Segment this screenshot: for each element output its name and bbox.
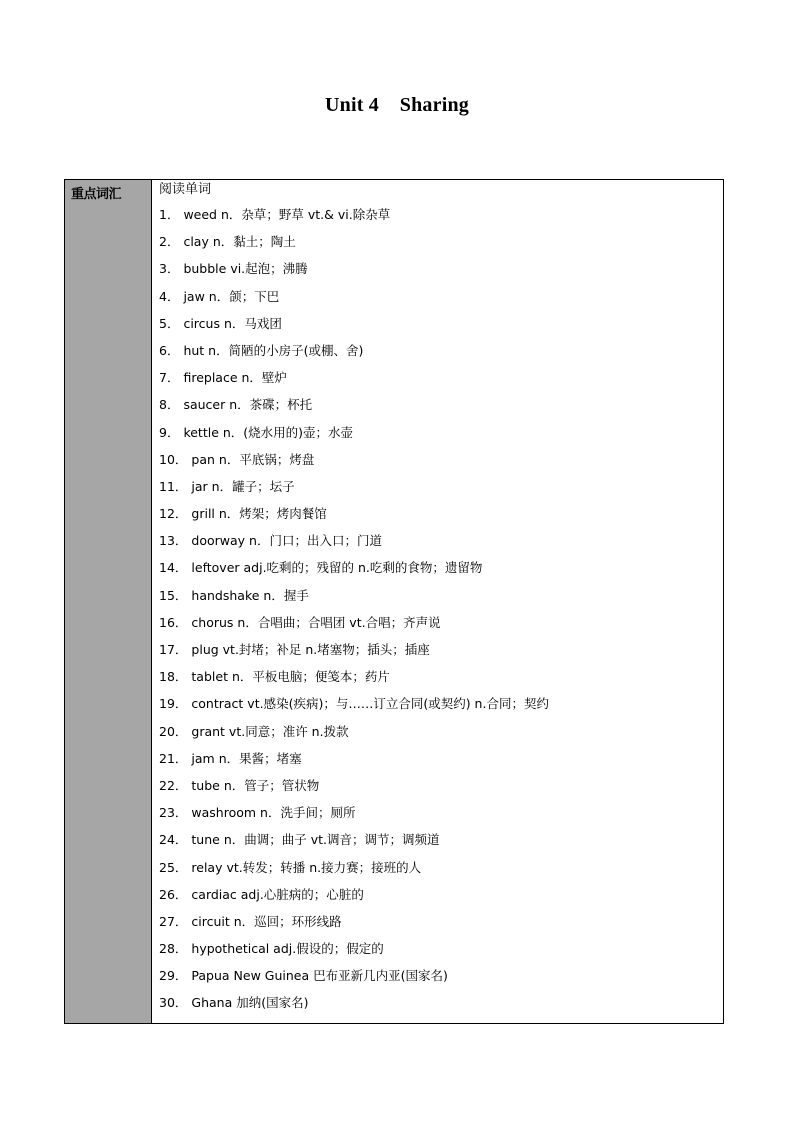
list-item <box>159 663 723 690</box>
item-number: 18． <box>159 669 188 685</box>
list-item <box>159 201 723 228</box>
list-item <box>159 690 723 717</box>
list-item <box>159 745 723 772</box>
item-number: 26． <box>159 886 188 902</box>
item-text: grill n．烤架；烤肉餐馆 <box>191 506 327 522</box>
item-text: grant vt.同意；准许 n.拨款 <box>191 723 349 739</box>
item-number: 15． <box>159 587 188 603</box>
item-text: pan n．平底锅；烤盘 <box>191 451 315 467</box>
item-number: 11． <box>159 478 188 494</box>
item-number: 23． <box>159 805 188 821</box>
item-text: kettle n．(烧水用的)壶；水壶 <box>183 424 354 440</box>
vocab-table <box>64 179 724 1024</box>
item-number: 17． <box>159 642 188 657</box>
item-text: jaw n．颌；下巴 <box>183 288 280 304</box>
item-number: 22． <box>159 777 188 793</box>
list-item <box>159 718 723 745</box>
item-number: 6． <box>159 342 180 358</box>
item-number: 4． <box>159 288 180 304</box>
side-column <box>65 180 152 1023</box>
item-text: contract vt.感染(疾病)；与……订立合同(或契约) n.合同；契约 <box>191 696 549 712</box>
section-heading: 阅读单词 <box>159 182 212 197</box>
item-text: circuit n．巡回；环形线路 <box>191 913 342 929</box>
item-text: hypothetical adj.假设的；假定的 <box>191 941 384 957</box>
item-number: 13． <box>159 533 188 549</box>
item-number: 20． <box>159 723 188 739</box>
item-number: 21． <box>159 750 188 766</box>
item-text: clay n．黏土；陶土 <box>183 234 296 250</box>
item-text: washroom n．洗手间；厕所 <box>191 805 356 821</box>
list-item <box>159 772 723 799</box>
item-text: handshake n．握手 <box>191 587 309 603</box>
item-text: plug vt.封堵；补足 n.堵塞物；插头；插座 <box>191 642 430 657</box>
list-item <box>159 283 723 310</box>
item-number: 7． <box>159 370 180 386</box>
item-number: 27． <box>159 913 188 929</box>
list-item <box>159 364 723 391</box>
item-number: 12． <box>159 506 188 522</box>
list-item <box>159 826 723 853</box>
item-text: tube n．管子；管状物 <box>191 777 320 793</box>
item-text: cardiac adj.心脏病的；心脏的 <box>191 886 364 902</box>
item-number: 9． <box>159 424 180 440</box>
list-item <box>159 989 723 1016</box>
item-number: 2． <box>159 234 180 250</box>
item-text: weed n．杂草；野草 vt.& vi.除杂草 <box>183 207 391 222</box>
item-text: bubble vi.起泡；沸腾 <box>183 261 308 277</box>
item-number: 8． <box>159 397 180 413</box>
item-number: 16． <box>159 614 188 630</box>
list-item <box>159 609 723 636</box>
list-item <box>159 935 723 962</box>
list-item <box>159 582 723 609</box>
item-text: relay vt.转发；转播 n.接力赛；接班的人 <box>191 859 422 875</box>
list-item <box>159 554 723 581</box>
item-number: 30． <box>159 995 188 1011</box>
item-text: fireplace n．壁炉 <box>183 370 287 386</box>
list-item <box>159 337 723 364</box>
item-number: 25． <box>159 859 188 875</box>
item-number: 19． <box>159 696 188 712</box>
item-text: tune n．曲调；曲子 vt.调音；调节；调频道 <box>191 832 440 848</box>
page-title: Unit 4 Sharing <box>325 94 469 116</box>
item-text: hut n．简陋的小房子(或棚、舍) <box>183 342 364 358</box>
list-item <box>159 419 723 446</box>
word-list <box>159 201 723 1017</box>
item-number: 10． <box>159 451 188 467</box>
item-text: saucer n．茶碟；杯托 <box>183 397 313 413</box>
list-item <box>159 391 723 418</box>
list-item <box>159 255 723 282</box>
item-number: 5． <box>159 315 180 331</box>
list-item <box>159 799 723 826</box>
item-number: 28． <box>159 941 188 957</box>
item-number: 14． <box>159 560 188 576</box>
item-number: 3． <box>159 261 180 277</box>
item-number: 24． <box>159 832 188 848</box>
side-label: 重点词汇 <box>71 187 122 202</box>
item-text: tablet n．平板电脑；便笺本；药片 <box>191 669 390 685</box>
list-item <box>159 636 723 663</box>
item-text: circus n．马戏团 <box>183 315 282 331</box>
item-text: jam n．果酱；堵塞 <box>191 750 302 766</box>
list-item <box>159 881 723 908</box>
list-item <box>159 310 723 337</box>
list-item <box>159 908 723 935</box>
list-item <box>159 228 723 255</box>
item-number: 1． <box>159 207 180 222</box>
item-text: leftover adj.吃剩的；残留的 n.吃剩的食物；遗留物 <box>191 560 483 576</box>
list-item <box>159 527 723 554</box>
list-item <box>159 854 723 881</box>
list-item <box>159 446 723 473</box>
item-text: jar n．罐子；坛子 <box>191 478 295 494</box>
item-text: chorus n．合唱曲；合唱团 vt.合唱；齐声说 <box>191 614 441 630</box>
item-text: Ghana 加纳(国家名) <box>191 995 309 1011</box>
item-text: doorway n．门口；出入口；门道 <box>191 533 382 549</box>
list-item <box>159 473 723 500</box>
main-column <box>152 180 723 1023</box>
item-number: 29． <box>159 968 188 984</box>
item-text: Papua New Guinea 巴布亚新几内亚(国家名) <box>191 968 448 984</box>
list-item <box>159 500 723 527</box>
list-item <box>159 962 723 989</box>
